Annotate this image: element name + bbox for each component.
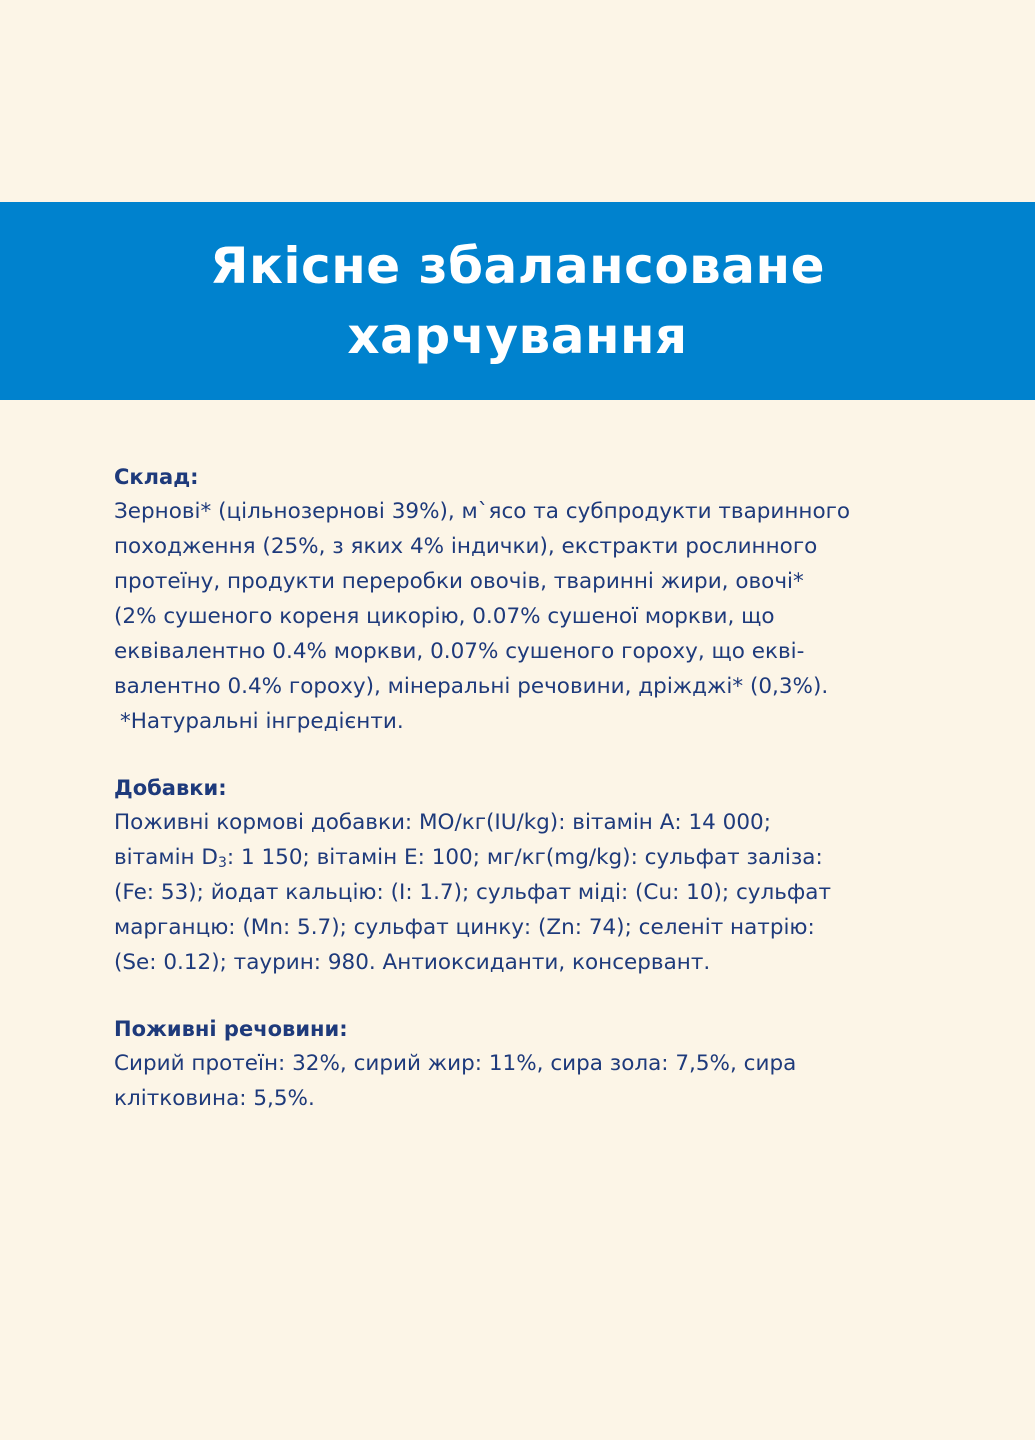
page-title <box>138 231 898 371</box>
additives-line-rest: : 1 150; вітамін Е: 100; мг/кг(mg/kg): сульфат заліза: <box>226 845 823 870</box>
composition-line: протеїну, продукти переробки овочів, тваринні жири, овочі* <box>114 569 804 594</box>
nutrients-line: Сирий протеїн: 32%, сирий жир: 11%, сира зола: 7,5%, сира <box>114 1051 797 1076</box>
additives-line: Поживні кормові добавки: МО/кг(IU/kg): вітамін А: 14 000; <box>114 810 771 835</box>
title-line-2: харчування <box>347 307 688 365</box>
nutrients-line: клітковина: 5,5%. <box>114 1086 315 1111</box>
natural-ingredients-footnote: *Натуральні інгредієнти. <box>120 709 404 734</box>
composition-section <box>114 460 934 739</box>
nutrients-text <box>114 1046 934 1116</box>
composition-line: валентно 0.4% гороху), мінеральні речовини, дріжджі* (0,3%). <box>114 674 829 699</box>
additives-heading: Добавки: <box>114 776 227 800</box>
additives-text <box>114 805 934 980</box>
additives-line: (Se: 0.12); таурин: 980. Антиоксиданти, консервант. <box>114 950 711 975</box>
nutrients-section <box>114 1012 934 1116</box>
composition-line: еквівалентно 0.4% моркви, 0.07% сушеного гороху, що екві- <box>114 639 805 664</box>
vitamin-d-subscript: 3 <box>217 855 227 871</box>
additives-line: марганцю: (Mn: 5.7); сульфат цинку: (Zn: 74); селеніт натрію: <box>114 915 815 940</box>
additives-line <box>114 840 934 875</box>
composition-line: (2% сушеного кореня цикорію, 0.07% сушеної моркви, що <box>114 604 775 629</box>
composition-line: Зернові* (цільнозернові 39%), м`ясо та субпродукти тваринного <box>114 499 851 524</box>
title-banner <box>0 202 1035 400</box>
additives-section <box>114 771 934 980</box>
additives-line: (Fe: 53); йодат кальцію: (I: 1.7); сульфат міді: (Cu: 10); сульфат <box>114 880 832 905</box>
product-info <box>114 460 934 1148</box>
nutrients-heading: Поживні речовини: <box>114 1017 348 1041</box>
composition-text <box>114 494 934 739</box>
composition-heading: Склад: <box>114 465 199 489</box>
composition-line: походження (25%, з яких 4% індички), екстракти рослинного <box>114 534 818 559</box>
vitamin-d-label: вітамін D <box>114 845 218 870</box>
title-line-1: Якісне збалансоване <box>209 237 826 295</box>
